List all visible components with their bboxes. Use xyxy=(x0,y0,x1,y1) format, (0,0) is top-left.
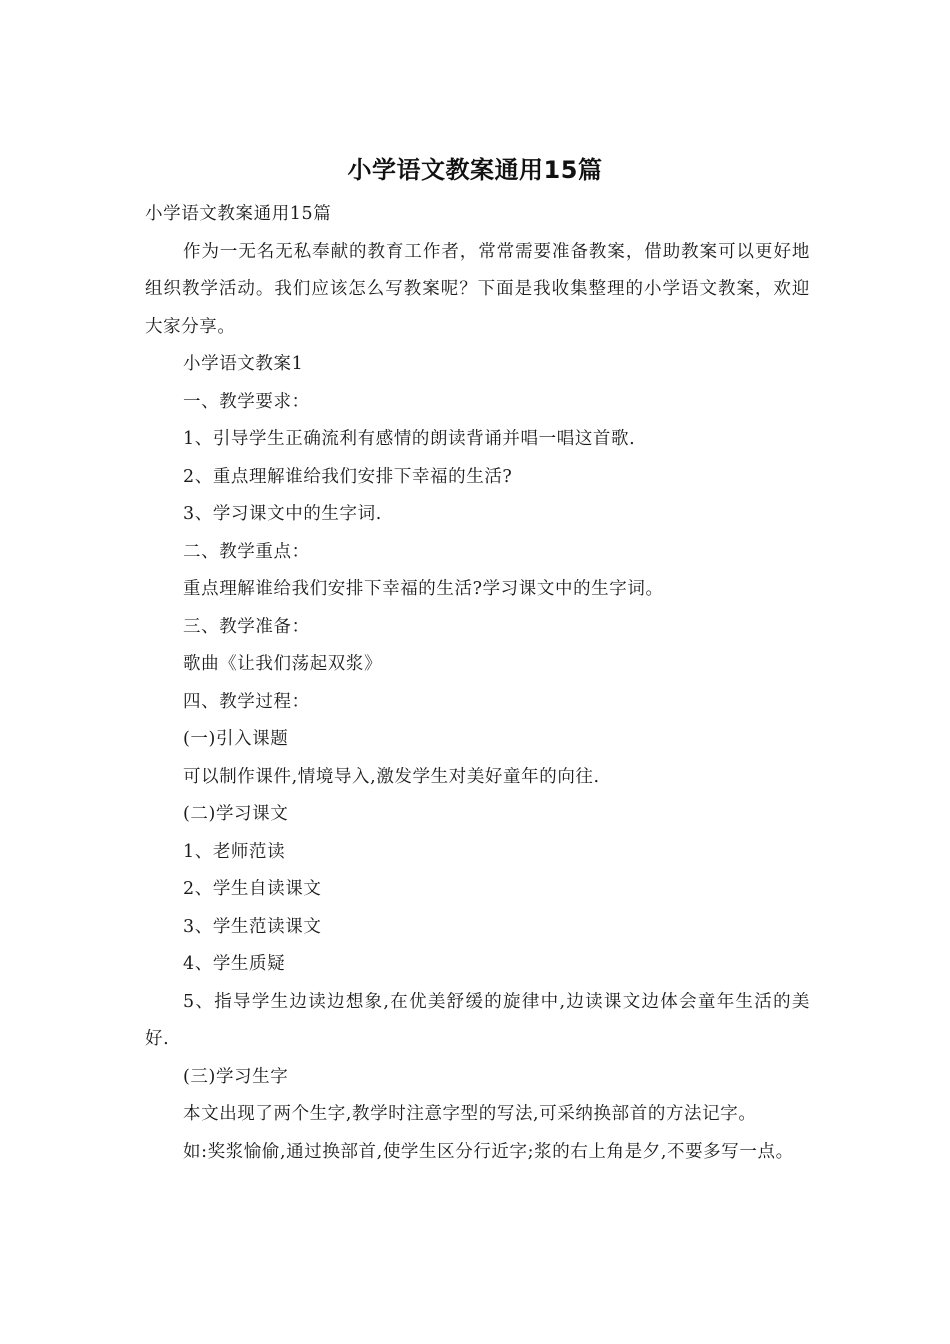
document-title: 小学语文教案通用15篇 xyxy=(347,156,603,184)
paragraph: 4、学生质疑 xyxy=(183,954,286,974)
paragraph: 重点理解谁给我们安排下幸福的生活?学习课文中的生字词。 xyxy=(183,579,664,599)
paragraph: 小学语文教案1 xyxy=(183,354,304,374)
paragraph: 3、学生范读课文 xyxy=(183,916,322,937)
paragraph: (一)引入课题 xyxy=(183,729,289,749)
paragraph: 如:奖浆愉偷,通过换部首,使学生区分行近字;浆的右上角是夕,不要多写一点。 xyxy=(183,1141,794,1162)
paragraph: 本文出现了两个生字,教学时注意字型的写法,可采纳换部首的方法记字。 xyxy=(183,1104,757,1124)
paragraph: 3、学习课文中的生字词. xyxy=(183,504,382,524)
paragraph: 5、指导学生边读边想象,在优美舒缓的旋律中,边读课文边体会童年生活的美好. xyxy=(145,991,810,1049)
paragraph: 2、学生自读课文 xyxy=(183,879,322,899)
paragraph: 作为一无名无私奉献的教育工作者，常常需要准备教案，借助教案可以更好地组织教学活动。我们应该怎么写教案呢？下面是我收集整理的小学语文教案，欢迎大家分享。 xyxy=(145,241,810,337)
paragraph: 三、教学准备： xyxy=(183,616,310,637)
paragraph: 可以制作课件,情境导入,激发学生对美好童年的向往. xyxy=(183,766,600,787)
document-body xyxy=(145,196,810,1171)
paragraph: 小学语文教案通用15篇 xyxy=(145,204,332,224)
paragraph: (三)学习生字 xyxy=(183,1066,289,1087)
paragraph: 二、教学重点： xyxy=(183,541,310,562)
paragraph: 歌曲《让我们荡起双浆》 xyxy=(183,654,383,674)
paragraph: 2、重点理解谁给我们安排下幸福的生活? xyxy=(183,466,513,487)
paragraph: 1、老师范读 xyxy=(183,841,286,862)
paragraph: 四、教学过程： xyxy=(183,691,310,712)
paragraph: (二)学习课文 xyxy=(183,804,289,824)
paragraph: 1、引导学生正确流利有感情的朗读背诵并唱一唱这首歌. xyxy=(183,429,636,449)
paragraph: 一、教学要求： xyxy=(183,391,310,412)
